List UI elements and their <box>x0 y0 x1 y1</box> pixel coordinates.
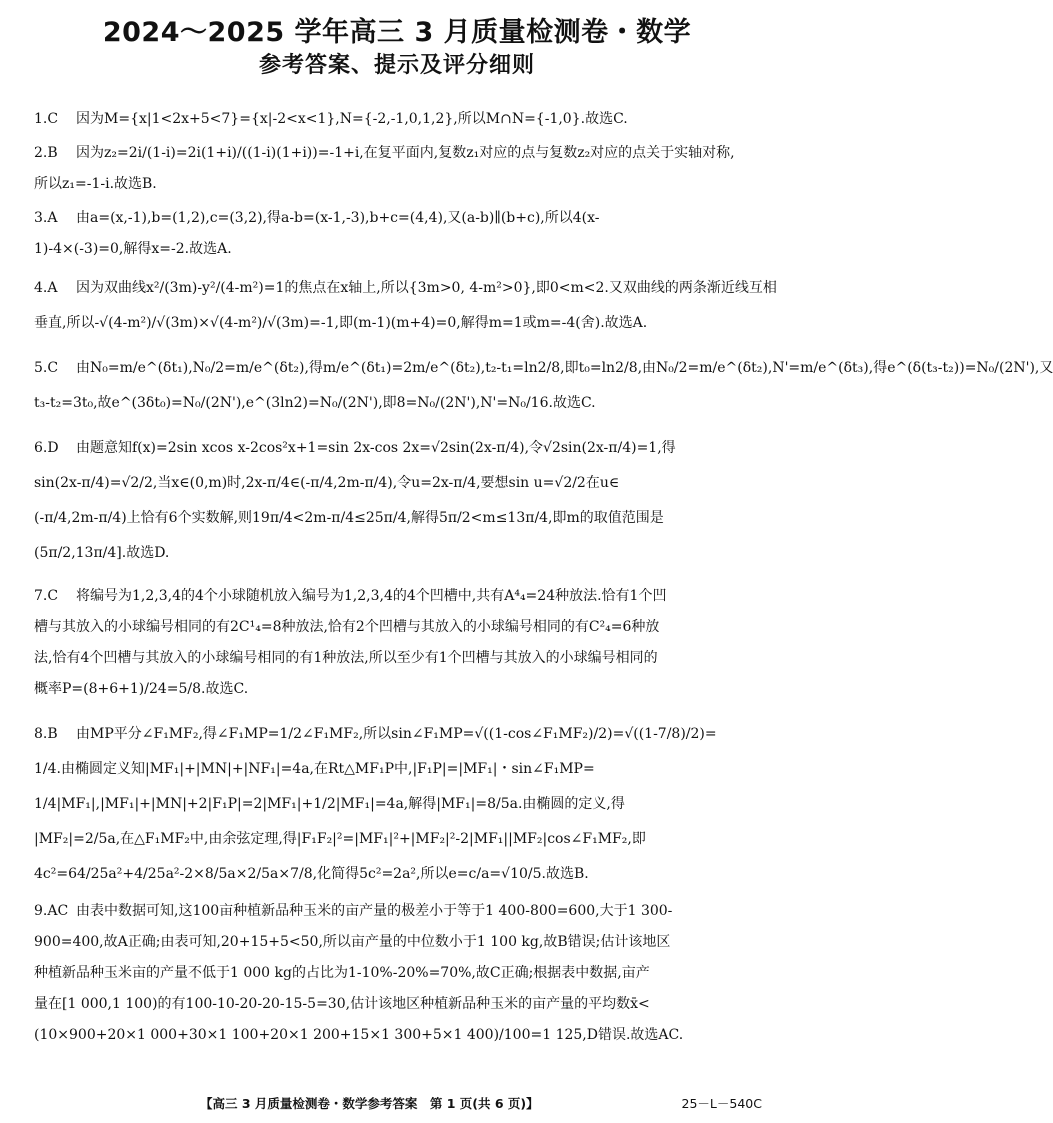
answer-line: 由a=(x,-1),b=(1,2),c=(3,2),得a-b=(x-1,-3),b+c=(4,4),又(a-b)∥(b+c),所以4(x- <box>76 210 600 226</box>
answer-number: 6.D <box>34 440 59 456</box>
answer-line: 种植新品种玉米亩的产量不低于1 000 kg的占比为1-10%-20%=70%,故C正确;根据表中数据,亩产 <box>34 965 650 981</box>
answer-line: 概率P=(8+6+1)/24=5/8.故选C. <box>34 681 249 697</box>
answer-line: 垂直,所以-√(4-m²)/√(3m)×√(4-m²)/√(3m)=-1,即(m-1)(m+4)=0,解得m=1或m=-4(舍).故选A. <box>34 315 648 331</box>
answer-item-5 <box>34 351 1053 421</box>
answer-line: 由N₀=m/e^(δt₁),N₀/2=m/e^(δt₂),得m/e^(δt₁)=2m/e^(δt₂),t₂-t₁=ln2/8,即t₀=ln2/8,由N₀/2=m/e^(δt₂),N'=m/e^(δt₃),得e^(δ(t₃-t₂))=N₀/(2N'),又 <box>76 360 1053 376</box>
answer-item-7 <box>34 581 770 705</box>
answer-number: 1.C <box>34 111 59 127</box>
answer-line: 由表中数据可知,这100亩种植新品种玉米的亩产量的极差小于等于1 400-800=600,大于1 300- <box>76 903 673 919</box>
answer-line: 4c²=64/25a²+4/25a²-2×8/5a×2/5a×7/8,化简得5c²=2a²,所以e=c/a=√10/5.故选B. <box>34 866 589 882</box>
answer-line: 因为M={x|1<2x+5<7}={x|-2<x<1},N={-2,-1,0,1,2},所以M∩N={-1,0}.故选C. <box>76 111 628 127</box>
footer-page-info: 【高三 3 月质量检测卷・数学参考答案 第 1 页(共 6 页)】 <box>200 1096 539 1111</box>
answer-line: (5π/2,13π/4].故选D. <box>34 545 170 561</box>
answer-line: 将编号为1,2,3,4的4个小球随机放入编号为1,2,3,4的4个凹槽中,共有A⁴₄=24种放法.恰有1个凹 <box>76 588 667 604</box>
answer-line: t₃-t₂=3t₀,故e^(3δt₀)=N₀/(2N'),e^(3ln2)=N₀/(2N'),即8=N₀/(2N'),N'=N₀/16.故选C. <box>34 395 596 411</box>
answer-item-8 <box>34 717 770 892</box>
page-subtitle: 参考答案、提示及评分细则 <box>258 53 535 78</box>
answer-line: 1/4|MF₁|,|MF₁|+|MN|+2|F₁P|=2|MF₁|+1/2|MF₁|=4a,解得|MF₁|=8/5a.由椭圆的定义,得 <box>34 796 625 812</box>
answer-line: |MF₂|=2/5a,在△F₁MF₂中,由余弦定理,得|F₁F₂|²=|MF₁|²+|MF₂|²-2|MF₁||MF₂|cos∠F₁MF₂,即 <box>34 831 646 847</box>
answer-number: 3.A <box>34 210 58 226</box>
answer-line: sin(2x-π/4)=√2/2,当x∈(0,m)时,2x-π/4∈(-π/4,2m-π/4),令u=2x-π/4,要想sin u=√2/2在u∈ <box>34 475 620 491</box>
answer-item-9 <box>34 896 770 1051</box>
answer-line: 1/4.由椭圆定义知|MF₁|+|MN|+|NF₁|=4a,在Rt△MF₁P中,|F₁P|=|MF₁|・sin∠F₁MP= <box>34 761 595 777</box>
footer-exam-code: 25－L－540C <box>681 1096 762 1111</box>
answer-line: 由MP平分∠F₁MF₂,得∠F₁MP=1/2∠F₁MF₂,所以sin∠F₁MP=√((1-cos∠F₁MF₂)/2)=√((1-7/8)/2)= <box>76 726 717 742</box>
answer-number: 8.B <box>34 726 58 742</box>
answer-number: 5.C <box>34 360 59 376</box>
answer-number: 9.AC <box>34 903 69 919</box>
page-title: 2024～2025 学年高三 3 月质量检测卷・数学 <box>102 17 692 48</box>
answer-line: 量在[1 000,1 100)的有100-10-20-20-15-5=30,估计该地区种植新品种玉米的亩产量的平均数x̄< <box>34 996 650 1012</box>
answer-item-6 <box>34 431 770 571</box>
answer-item-2 <box>34 138 770 200</box>
answer-item-1 <box>34 104 770 135</box>
answer-line: 法,恰有4个凹槽与其放入的小球编号相同的有1种放法,所以至少有1个凹槽与其放入的小球编号相同的 <box>34 650 658 666</box>
answer-line: 所以z₁=-1-i.故选B. <box>34 176 157 192</box>
answer-line: 因为z₂=2i/(1-i)=2i(1+i)/((1-i)(1+i))=-1+i,在复平面内,复数z₁对应的点与复数z₂对应的点关于实轴对称, <box>76 145 735 161</box>
answer-line: 900=400,故A正确;由表可知,20+15+5<50,所以亩产量的中位数小于1 100 kg,故B错误;估计该地区 <box>34 934 671 950</box>
answer-number: 4.A <box>34 280 58 296</box>
answer-item-4 <box>34 271 777 341</box>
answer-line: 槽与其放入的小球编号相同的有2C¹₄=8种放法,恰有2个凹槽与其放入的小球编号相同的有C²₄=6种放 <box>34 619 660 635</box>
answer-line: 由题意知f(x)=2sin xcos x-2cos²x+1=sin 2x-cos 2x=√2sin(2x-π/4),令√2sin(2x-π/4)=1,得 <box>76 440 676 456</box>
page-footer <box>0 1094 794 1116</box>
answer-line: (-π/4,2m-π/4)上恰有6个实数解,则19π/4<2m-π/4≤25π/4,解得5π/2<m≤13π/4,即m的取值范围是 <box>34 510 664 526</box>
answer-number: 2.B <box>34 145 58 161</box>
answer-line: 因为双曲线x²/(3m)-y²/(4-m²)=1的焦点在x轴上,所以{3m>0, 4-m²>0},即0<m<2.又双曲线的两条渐近线互相 <box>76 280 777 296</box>
answer-item-3 <box>34 203 770 265</box>
answer-line: (10×900+20×1 000+30×1 100+20×1 200+15×1 300+5×1 400)/100=1 125,D错误.故选AC. <box>34 1027 684 1043</box>
answer-line: 1)-4×(-3)=0,解得x=-2.故选A. <box>34 241 232 257</box>
answer-number: 7.C <box>34 588 59 604</box>
answer-list <box>34 104 1053 1051</box>
